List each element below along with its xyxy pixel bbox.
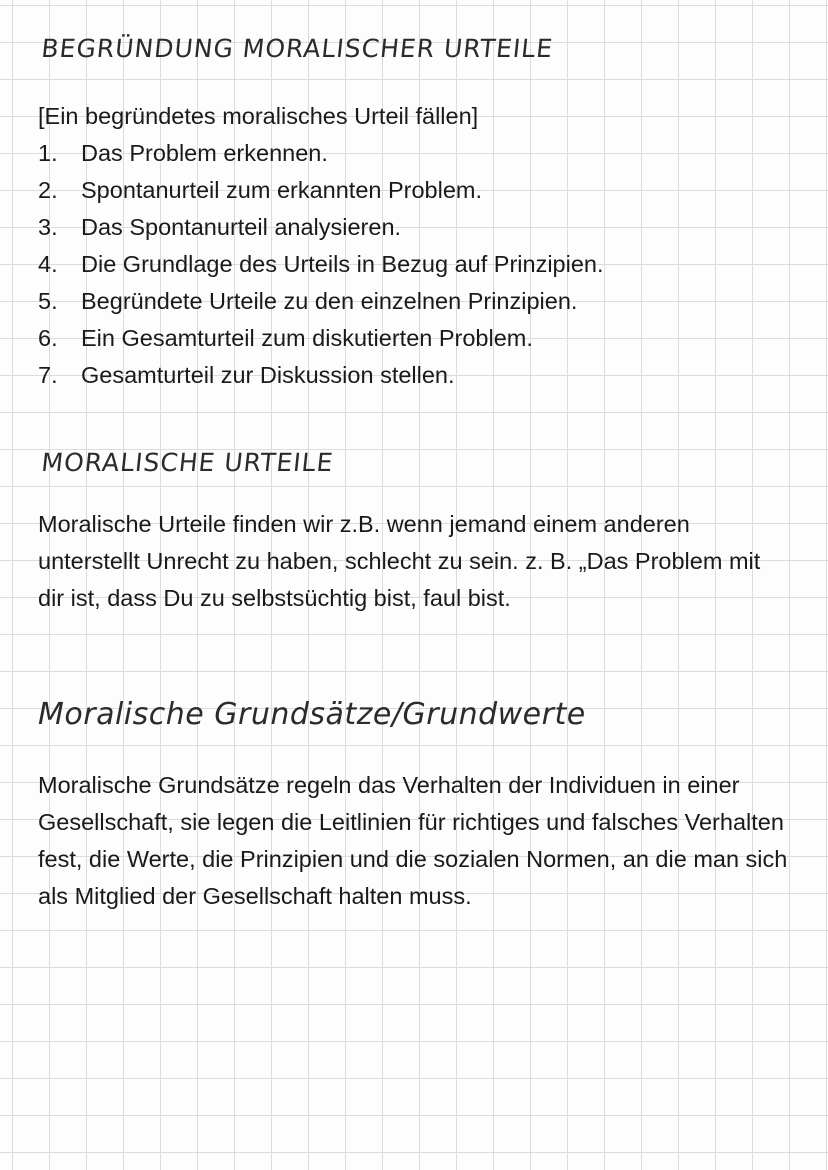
list-item [38,283,604,320]
step-text: Das Problem erkennen. [81,140,328,166]
list-item [38,357,604,394]
grundsaetze-text: Moralische Grundsätze regeln das Verhalten der Individuen in einer Gesellschaft, sie legen die Leitlinien für richtiges und falsches Verhalten fest, die Werte, die Prinzipien und die sozialen Normen, an die man sich als Mitglied der Gesellschaft halten muss. [38,772,788,909]
step-text: Begründete Urteile zu den einzelnen Prinzipien. [81,288,578,314]
step-number: 4. [38,251,58,277]
step-text: Das Spontanurteil analysieren. [81,214,402,240]
list-item [38,246,604,283]
step-number: 6. [38,325,58,351]
step-text: Ein Gesamturteil zum diskutierten Problem. [81,325,533,351]
list-item [38,320,604,357]
step-number: 1. [38,140,58,166]
step-number: 5. [38,288,58,314]
step-text: Die Grundlage des Urteils in Bezug auf Prinzipien. [81,251,604,277]
step-number: 2. [38,177,58,203]
step-text: Spontanurteil zum erkannten Problem. [81,177,483,203]
step-number: 7. [38,362,58,388]
list-item [38,209,604,246]
steps-list [38,135,604,394]
heading-moralische-urteile: MORALISCHE URTEILE [40,448,335,477]
steps-intro: [Ein begründetes moralisches Urteil fällen] [38,103,479,129]
heading-begruendung: BEGRÜNDUNG MORALISCHER URTEILE [40,34,555,63]
list-item [38,135,604,172]
heading-grundsaetze: Moralische Grundsätze/Grundwerte [38,697,586,732]
step-number: 3. [38,214,58,240]
step-text: Gesamturteil zur Diskussion stellen. [81,362,455,388]
moralische-urteile-text: Moralische Urteile finden wir z.B. wenn jemand einem anderen unterstellt Unrecht zu haben, schlecht zu sein. z. B. „Das Problem mit dir ist, dass Du zu selbstsüchtig bist, faul bist. [38,511,761,611]
list-item [38,172,604,209]
